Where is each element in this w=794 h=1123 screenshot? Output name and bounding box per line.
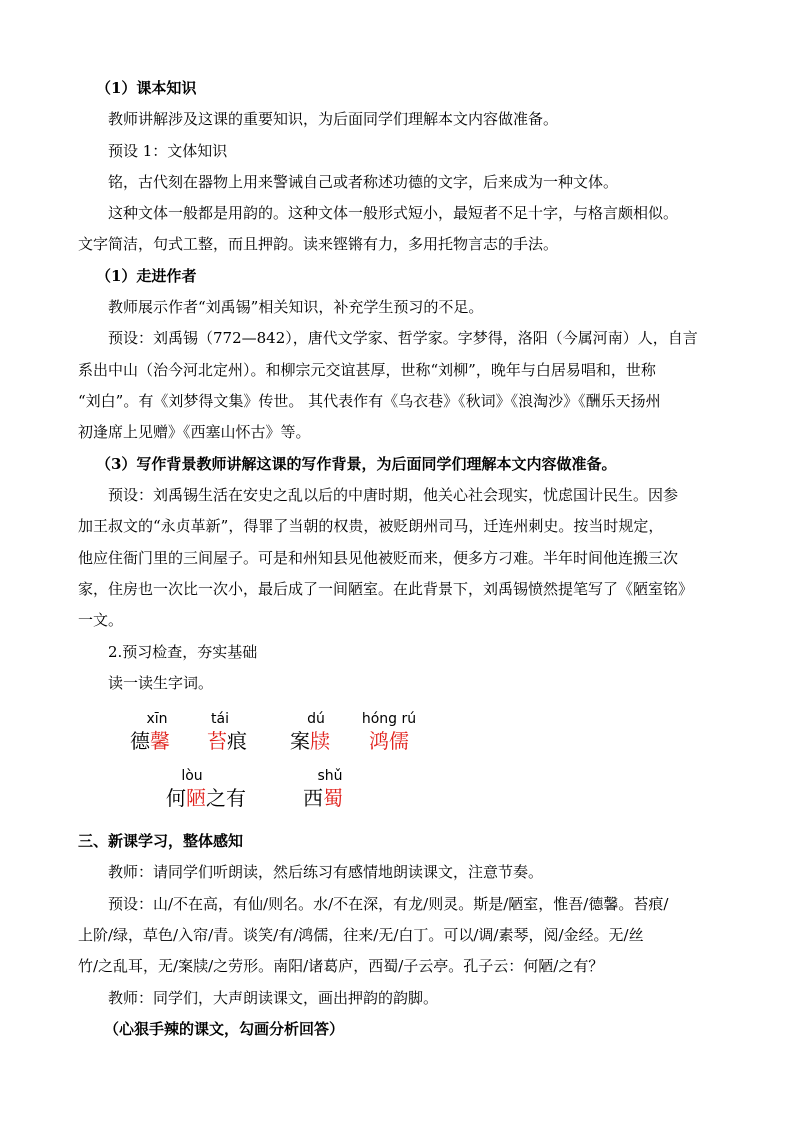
pinyin: shǔ [317, 768, 343, 784]
heading-textbook-knowledge: （1）课本知识 [96, 79, 197, 97]
vocab-word-hongru [355, 710, 423, 754]
word-chars: 苔痕 [207, 729, 247, 753]
reading-rhythm-line3: 竹/之乱耳，无/案牍/之劳形。南阳/诸葛庐，西蜀/子云亭。孔子云：何陋/之有？ [78, 957, 604, 975]
word-chars: 德馨 [130, 729, 170, 753]
word-chars: 案牍 [290, 729, 330, 753]
ming-definition-line2: 这种文体一般都是用韵的。这种文体一般形式短小，最短者不足十字，与格言颇相似。 [108, 204, 679, 222]
heading-author: （1）走进作者 [96, 267, 197, 285]
word-chars: 何陋之有 [166, 786, 246, 810]
word-chars: 西蜀 [303, 786, 343, 810]
teacher-rhyme-instruction: 教师：同学们，大声朗读课文，画出押韵的韵脚。 [108, 989, 439, 1007]
vocab-word-helouzhiyou [158, 767, 254, 811]
heading-new-lesson: 三、新课学习，整体感知 [78, 832, 244, 850]
read-words-instruction: 读一读生字词。 [108, 674, 214, 692]
pinyin: lòu [181, 768, 203, 784]
author-intro-line1: 预设：刘禹锡（772—842），唐代文学家、哲学家。字梦得，洛阳（今属河南）人，自言 [108, 329, 698, 347]
word-chars: 鸿儒 [369, 729, 409, 753]
vocab-word-dexin [118, 710, 182, 754]
teacher-reading-instruction: 教师：请同学们听朗读，然后练习有感情地朗读课文，注意节奏。 [108, 863, 544, 881]
author-intro-line2: 系出中山（治今河北定州）。和柳宗元交谊甚厚，世称“刘柳”，晚年与白居易唱和，世称 [78, 361, 656, 379]
lesson-note: （心狠手辣的课文，勾画分析回答） [104, 1020, 345, 1038]
ming-definition-line1: 铭，古代刻在器物上用来警诫自己或者称述功德的文字，后来成为一种文体。 [108, 173, 619, 191]
background-line4: 家，住房也一次比一次小，最后成了一间陋室。在此背景下，刘禹锡愤然提笔写了《陋室铭》 [78, 580, 694, 598]
vocab-word-taihen [198, 710, 256, 754]
background-line3: 他应住衙门里的三间屋子。可是和州知县见他被贬而来，便多方刁难。半年时间他连搬三次 [78, 549, 679, 567]
vocab-word-xishu [296, 767, 350, 811]
ming-definition-line3: 文字简洁，句式工整，而且押韵。读来铿锵有力，多用托物言志的手法。 [78, 235, 559, 253]
vocab-word-andu [280, 710, 340, 754]
teacher-explain-text: 教师讲解涉及这课的重要知识，为后面同学们理解本文内容做准备。 [108, 110, 559, 128]
pinyin: dú [307, 711, 325, 727]
reading-rhythm-line1: 预设：山/不在高，有仙/则名。水/不在深，有龙/则灵。斯是/陋室，惟吾/德馨。苔痕/ [108, 895, 669, 913]
teacher-show-author-text: 教师展示作者“刘禹锡”相关知识，补充学生预习的不足。 [108, 298, 484, 316]
pinyin: tái [211, 711, 229, 727]
heading-background: （3）写作背景教师讲解这课的写作背景，为后面同学们理解本文内容做准备。 [96, 455, 617, 473]
background-line1: 预设：刘禹锡生活在安史之乱以后的中唐时期，他关心社会现实，忧虑国计民生。因参 [108, 486, 679, 504]
pinyin: hóng rú [361, 711, 417, 727]
reading-rhythm-line2: 上阶/绿，草色/入帘/青。谈笑/有/鸿儒，往来/无/白丁。可以/调/素琴，阅/金经。无/丝 [78, 926, 644, 944]
author-intro-line4: 初逢席上见赠》《西塞山怀古》等。 [78, 423, 311, 441]
background-line5: 一文。 [78, 611, 124, 629]
preset1-label: 预设 1：文体知识 [108, 142, 228, 160]
author-intro-line3: “刘白”。有《刘梦得文集》传世。 其代表作有《乌衣巷》《秋词》《浪淘沙》《酬乐天扬州 [78, 392, 661, 410]
heading-preview-check: 2.预习检查，夯实基础 [108, 643, 258, 661]
pinyin: xīn [146, 711, 168, 727]
background-line2: 加王叔文的“永贞革新”，得罪了当朝的权贵，被贬朗州司马，迁连州刺史。按当时规定， [78, 517, 664, 535]
